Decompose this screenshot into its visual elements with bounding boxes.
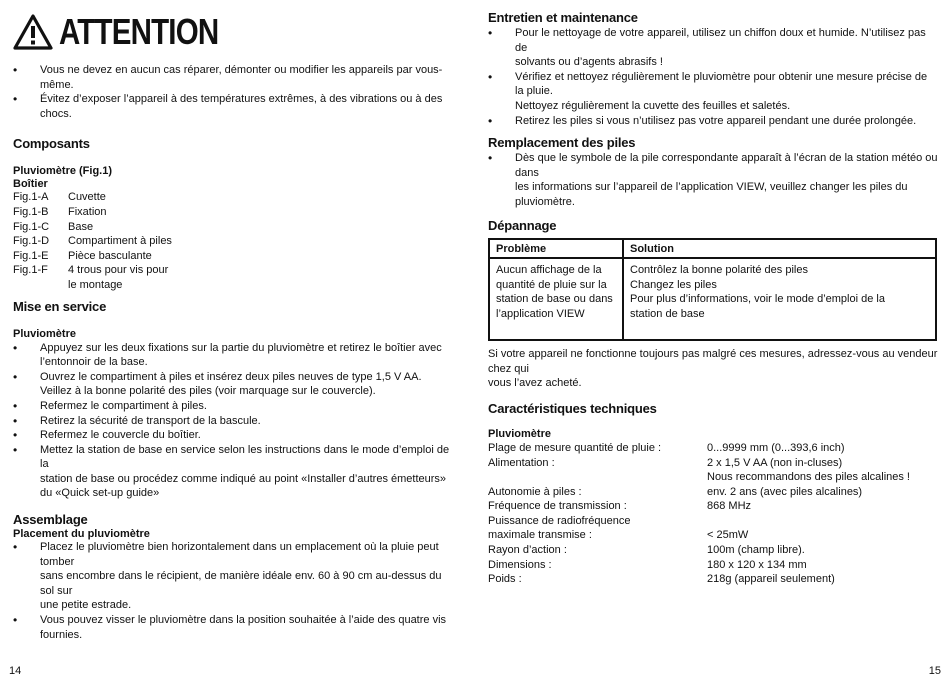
list-item [13, 613, 458, 642]
spec-row [488, 441, 938, 456]
figure-id: Fig.1-B [13, 205, 49, 218]
text-line: une petite estrade. [40, 599, 132, 612]
spec-key: Alimentation : [488, 456, 555, 469]
subheading-pluviometre-fig1: Pluviomètre (Fig.1) [13, 165, 113, 178]
subheading-pluviometre: Pluviomètre [13, 327, 76, 340]
spec-row [488, 528, 938, 543]
text-line: Mettez la station de base en service selon les instructions dans le mode d’emploi de la [40, 443, 450, 471]
component-label: Pièce basculante [68, 249, 152, 262]
text-line: l’application VIEW [496, 307, 585, 320]
section-heading-entretien: Entretien et maintenance [488, 10, 638, 25]
subheading-boitier: Boîtier [13, 178, 48, 191]
list-item [13, 443, 458, 501]
text-line: Aucun affichage de la [496, 264, 602, 277]
figure-id: Fig.1-F [13, 264, 48, 277]
list-item [488, 151, 938, 209]
spec-value: 218g (appareil seulement) [707, 573, 835, 586]
section-heading-composants: Composants [13, 136, 90, 152]
column-header-solution: Solution [623, 239, 936, 259]
component-label: Fixation [68, 205, 107, 218]
spec-key: Fréquence de transmission : [488, 500, 627, 513]
spec-row [488, 485, 938, 500]
figure-id: Fig.1-E [13, 249, 49, 262]
text-line: Vérifiez et nettoyez régulièrement le pluviomètre pour obtenir une mesure précise de la pluie. [515, 70, 928, 98]
text-line: Retirez les piles si vous n’utilisez pas votre appareil pendant une durée prolongée. [515, 114, 917, 127]
problem-cell [489, 258, 623, 340]
page-number-left: 14 [9, 665, 22, 678]
text-line: Changez les piles [630, 278, 717, 291]
text-line: station de base ou procédez comme indiqué au point «Installer d’autres émetteurs» [40, 472, 447, 485]
text-line: Pour le nettoyage de votre appareil, utilisez un chiffon doux et humide. N’utilisez pas de [515, 27, 926, 54]
left-page [13, 0, 458, 642]
spec-value: 0...9999 mm (0...393,6 inch) [707, 441, 845, 454]
attention-header [13, 12, 458, 52]
text-line: Nettoyez régulièrement la cuvette des feuilles et saletés. [515, 99, 791, 112]
text-line: Placez le pluviomètre bien horizontalement dans un emplacement où la pluie peut tomber [40, 541, 439, 568]
assemblage-list [13, 540, 458, 642]
text-line: Refermez le compartiment à piles. [40, 399, 207, 412]
text-line: l’entonnoir de la base. [40, 356, 148, 369]
spec-key: maximale transmise : [488, 529, 592, 542]
component-label-line: le montage [68, 278, 123, 291]
table-row [489, 258, 936, 340]
component-label: Compartiment à piles [68, 235, 172, 248]
remplacement-list [488, 151, 938, 209]
entretien-list [488, 26, 938, 128]
list-item [488, 26, 938, 70]
troubleshooting-table [488, 238, 937, 342]
figure-id: Fig.1-A [13, 191, 49, 204]
components-list [13, 190, 458, 292]
specifications-list [488, 441, 938, 587]
list-item [13, 205, 458, 220]
mise-en-service-list [13, 341, 458, 502]
subheading-placement: Placement du pluviomètre [13, 528, 150, 541]
warning-triangle-icon [13, 14, 53, 50]
section-heading-depannage: Dépannage [488, 217, 557, 233]
list-item [13, 234, 458, 249]
spec-value: 2 x 1,5 V AA (non in-cluses) [707, 456, 843, 469]
spec-value: 868 MHz [707, 500, 752, 513]
spec-value: 100m (champ libre). [707, 544, 805, 557]
spec-key: Autonomie à piles : [488, 485, 582, 498]
spec-key: Plage de mesure quantité de pluie : [488, 441, 662, 454]
text-line: sans encombre dans le récipient, de manière idéale env. 60 à 90 cm au-dessus du sol sur [40, 570, 442, 597]
text-line: Contrôlez la bonne polarité des piles [630, 264, 808, 277]
page-number-right: 15 [928, 665, 941, 678]
list-item: • Vous ne devez en aucun cas réparer, démonter ou modifier les appareils par vous-même. [13, 63, 458, 92]
text-line: du «Quick set-up guide» [40, 487, 160, 500]
spec-value: < 25mW [707, 529, 749, 542]
list-item [488, 114, 938, 129]
text-line: solvants ou d’agents abrasifs ! [515, 56, 663, 69]
list-item [13, 414, 458, 429]
spec-row [488, 572, 938, 587]
list-item [13, 540, 458, 613]
text-line: Veillez à la bonne polarité des piles (voir marquage sur le couvercle). [40, 385, 376, 398]
text-line: Dès que le symbole de la pile correspondante apparaît à l’écran de la station météo ou dans [515, 152, 938, 179]
spec-key [488, 470, 707, 485]
spec-row [488, 470, 938, 485]
text-line: Si votre appareil ne fonctionne toujours pas malgré ces mesures, adressez-vous au vendeur chez qui [488, 348, 938, 375]
list-item [13, 341, 458, 370]
spec-row [488, 543, 938, 558]
list-item [13, 370, 458, 399]
spec-key: Puissance de radiofréquence [488, 514, 631, 527]
right-page [488, 0, 938, 587]
spec-row [488, 514, 938, 529]
subheading-pluviometre-specs: Pluviomètre [488, 427, 551, 440]
text-line: les informations sur l’appareil de l’application VIEW, veuillez changer les piles du pluviomètre. [515, 181, 908, 208]
list-item [13, 399, 458, 414]
component-label: Cuvette [68, 191, 106, 204]
text-line: Ouvrez le compartiment à piles et insérez deux piles neuves de type 1,5 V AA. [40, 370, 422, 383]
spec-value: env. 2 ans (avec piles alcalines) [707, 485, 863, 498]
text-line: quantité de pluie sur la [496, 278, 607, 291]
spec-key: Dimensions : [488, 558, 552, 571]
section-heading-remplacement: Remplacement des piles [488, 135, 636, 151]
spec-key: Poids : [488, 573, 522, 586]
warnings-list [13, 63, 458, 121]
section-heading-caracteristiques: Caractéristiques techniques [488, 400, 657, 416]
spec-row [488, 456, 938, 471]
list-item: • Évitez d’exposer l’appareil à des températures extrêmes, à des vibrations ou à des chocs. [13, 92, 458, 121]
text-line: Pour plus d’informations, voir le mode d’emploi de la [630, 293, 885, 306]
list-item [13, 220, 458, 235]
text-line: Vous pouvez visser le pluviomètre dans la position souhaitée à l’aide des quatre vis fournies. [40, 614, 447, 641]
spec-row [488, 558, 938, 573]
column-header-problem: Problème [489, 239, 623, 259]
solution-cell [623, 258, 936, 340]
component-label [68, 263, 168, 292]
troubleshooting-note [488, 347, 938, 391]
spec-row [488, 499, 938, 514]
list-item [13, 428, 458, 443]
section-heading-mise-en-service: Mise en service [13, 298, 107, 314]
text-line: station de base ou dans [496, 293, 613, 306]
text-line: Appuyez sur les deux fixations sur la partie du pluviomètre et retirez le boîtier avec [40, 341, 442, 354]
table-header-row [489, 239, 936, 259]
spec-key: Rayon d’action : [488, 544, 567, 557]
attention-title: ATTENTION [59, 11, 219, 52]
text-line: station de base [630, 307, 705, 320]
list-item [13, 263, 458, 292]
text-line: Retirez la sécurité de transport de la bascule. [40, 414, 261, 427]
list-item [488, 70, 938, 114]
section-heading-assemblage: Assemblage [13, 512, 88, 528]
figure-id: Fig.1-D [13, 235, 50, 248]
figure-id: Fig.1-C [13, 220, 50, 233]
spec-value: 180 x 120 x 134 mm [707, 558, 807, 571]
list-item [13, 249, 458, 264]
component-label: Base [68, 220, 94, 233]
component-label-line: 4 trous pour vis pour [68, 264, 169, 277]
text-line: vous l’avez acheté. [488, 377, 582, 390]
text-line: Refermez le couvercle du boîtier. [40, 429, 201, 442]
list-item [13, 190, 458, 205]
spec-value: Nous recommandons des piles alcalines ! [707, 471, 910, 484]
